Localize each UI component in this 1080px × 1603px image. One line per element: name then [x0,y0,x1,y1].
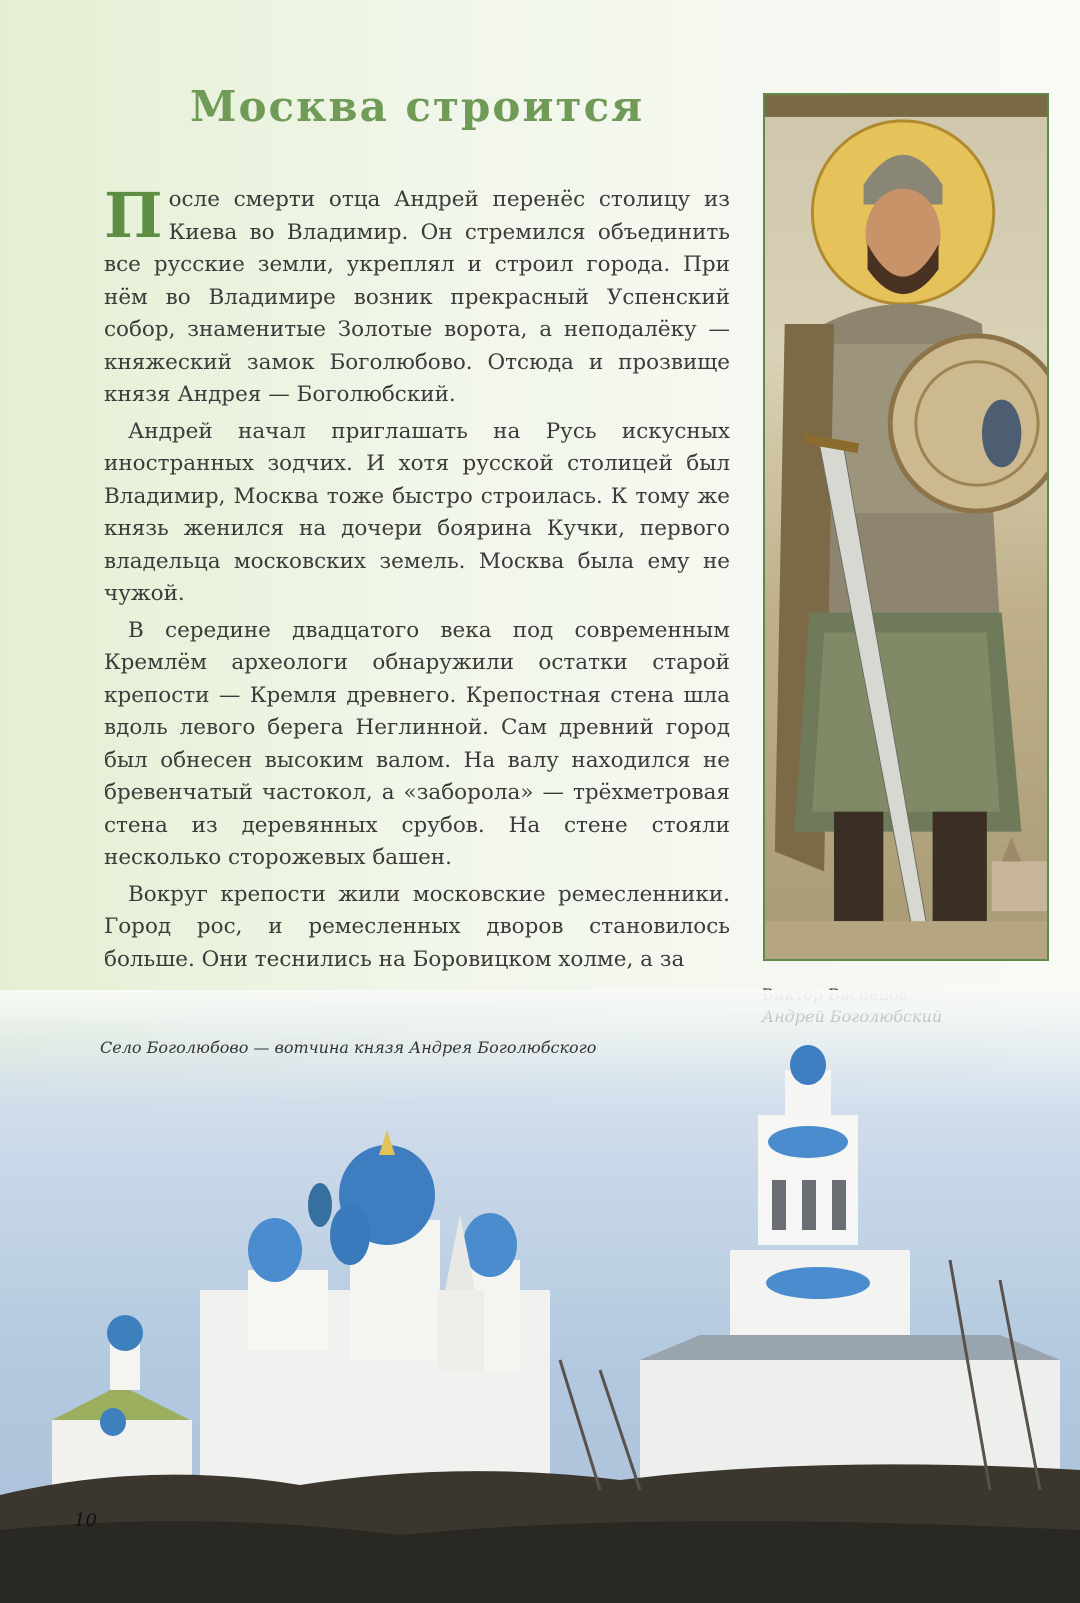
warrior-painting-illustration [765,95,1047,959]
photo-bogolyubovo [0,990,1080,1603]
page-number: 10 [74,1510,97,1531]
paragraph-4: Вокруг крепости жили московские ремесленники. Город рос, и ремесленных дворов становилось больше. Они теснились на Боровицком холме, а за [104,881,730,972]
monastery-photo-illustration [0,990,1080,1603]
paragraph-3: В середине двадцатого века под современным Кремлём археологи обнаружили остатки старой крепости — Кремля древнего. Крепостная стена шла вдоль левого берега Неглинной. Сам древний город был обнесен высоким валом. На валу находился не бревенчатый частокол, а «заборола» — трёхметровая стена из деревянных срубов. На стене стояли несколько сторожевых башен. [104,617,730,870]
page-title: Москва строится [190,82,645,131]
article-body [104,179,730,980]
drop-cap: П [104,179,163,252]
paragraph-2: Андрей начал приглашать на Русь искусных иностранных зодчих. И хотя русской столицей был Владимир, Москва тоже быстро строилась. К тому же князь женился на дочери боярина Кучки, первого владельца московских земель. Москва была ему не чужой. [104,418,730,606]
painting-andrey-bogolyubsky [763,93,1049,961]
photo-caption: Село Боголюбово — вотчина князя Андрея Боголюбского [100,1038,597,1057]
paragraph-1-text: осле смерти отца Андрей перенёс столицу из Киева во Владимир. Он стремился объединить все русские земли, укреплял и строил города. При нём во Владимире возник прекрасный Успенский собор, знаменитые Золотые ворота, а неподалёку — княжеский замок Боголюбово. Отсюда и прозвище князя Андрея — Боголюбский. [104,187,730,407]
paragraph-1 [104,179,730,412]
